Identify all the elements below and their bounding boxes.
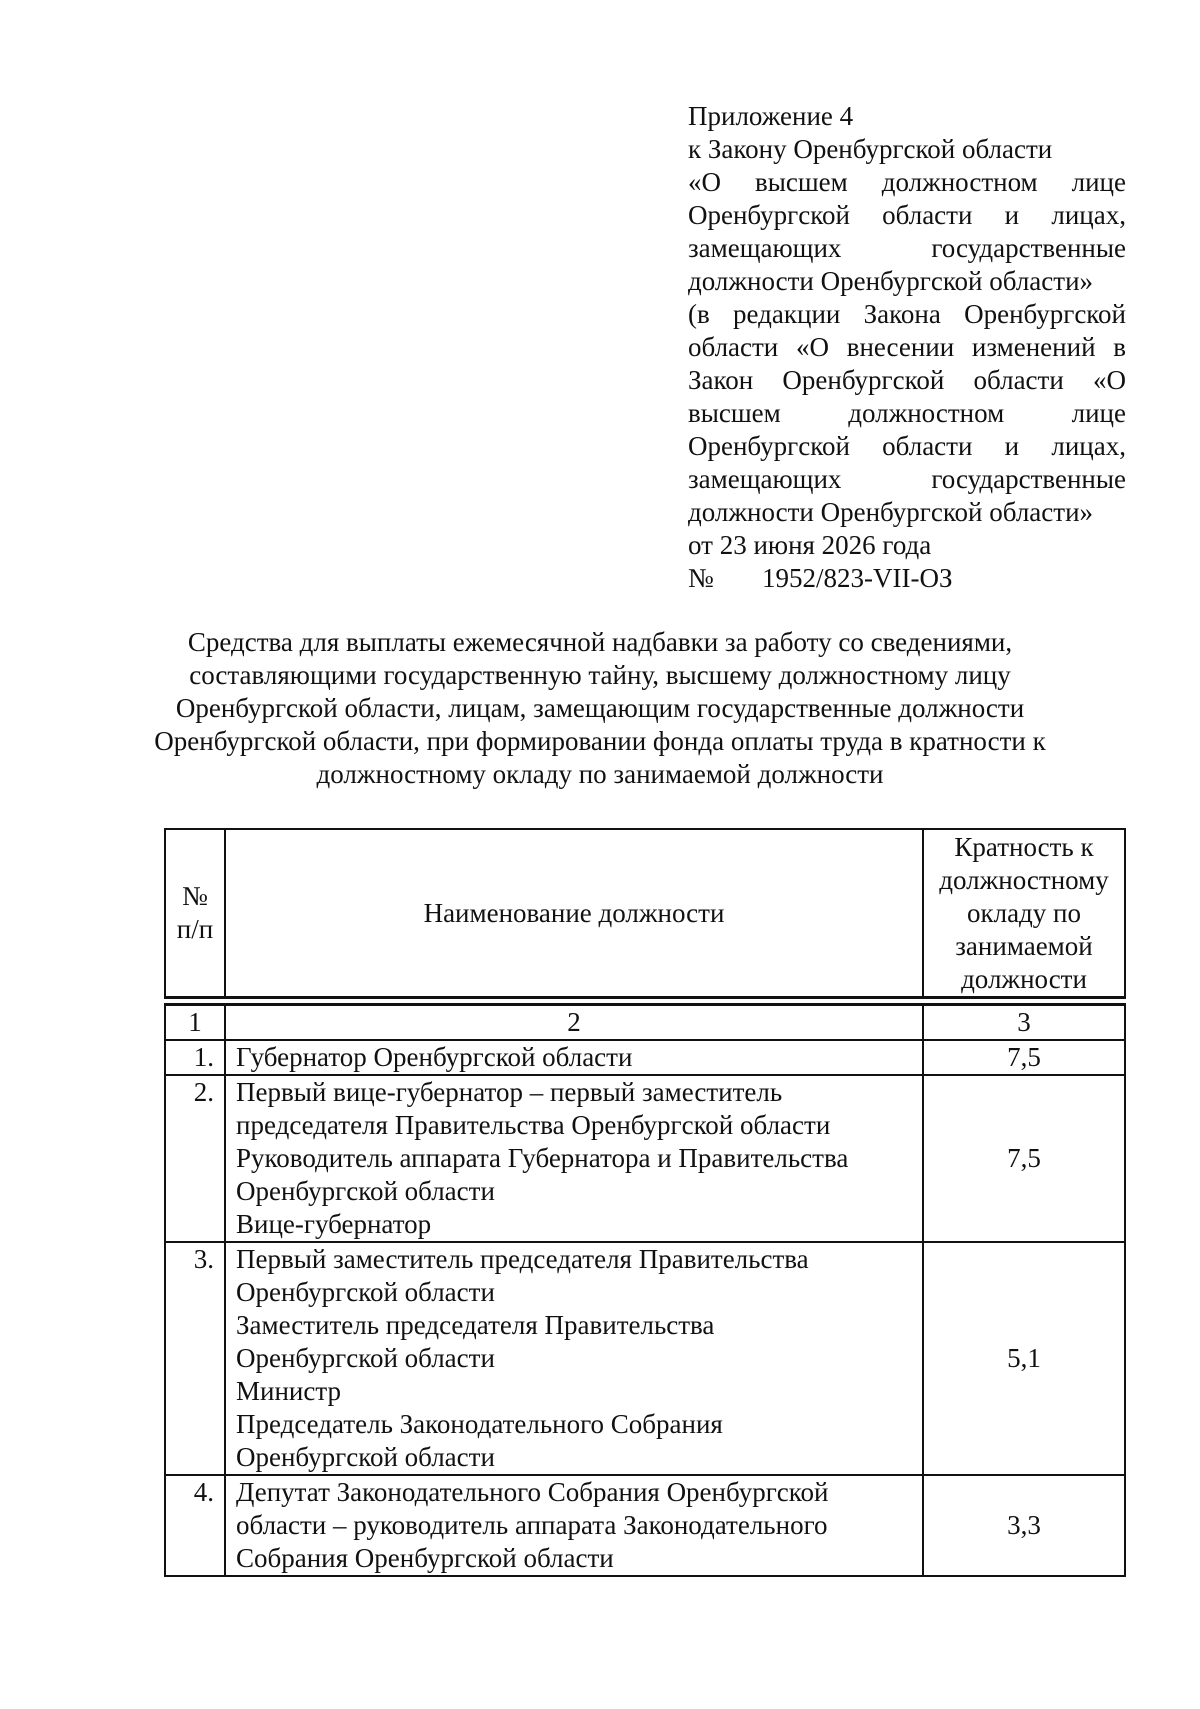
- position-line: Депутат Законодательного Собрания Оренбургской: [236, 1477, 829, 1507]
- appendix-number-line: [688, 562, 1126, 595]
- position-line: области – руководитель аппарата Законодательного: [236, 1510, 828, 1540]
- position-line: Председатель Законодательного Собрания: [236, 1409, 723, 1439]
- row-coefficient: 3,3: [923, 1475, 1125, 1576]
- row-number: 3.: [165, 1242, 225, 1475]
- appendix-line: замещающих государственные: [688, 233, 1126, 263]
- appendix-line: Оренбургской области и лицах,: [688, 431, 1126, 461]
- header-number-line: п/п: [176, 914, 214, 944]
- row-coefficient: 5,1: [923, 1242, 1125, 1475]
- position-line: Оренбургской области: [236, 1343, 495, 1373]
- position-line: Собрания Оренбургской области: [236, 1543, 614, 1573]
- header-coefficient-line: окладу по: [966, 897, 1081, 928]
- appendix-line: (в редакции Закона Оренбургской: [688, 299, 1126, 329]
- document-title: [140, 626, 1060, 791]
- header-number: [165, 829, 225, 998]
- header-coefficient-line: Кратность к: [954, 831, 1094, 862]
- appendix-line: высшем должностном лице: [688, 398, 1126, 428]
- position-line: Вице-губернатор: [236, 1209, 432, 1239]
- header-coefficient-line: должностному: [939, 864, 1109, 895]
- number-sign: №: [688, 563, 714, 593]
- row-position-name: [225, 1040, 923, 1075]
- spacer-cell: [225, 998, 923, 1005]
- appendix-line: Закон Оренбургской области «О: [688, 365, 1126, 395]
- position-line: председателя Правительства Оренбургской области: [236, 1110, 831, 1140]
- header-position-name: Наименование должности: [225, 829, 923, 998]
- position-line: Оренбургской области: [236, 1277, 495, 1307]
- table-row: [165, 1075, 1125, 1242]
- position-line: Губернатор Оренбургской области: [236, 1042, 633, 1072]
- row-number: 1.: [165, 1040, 225, 1075]
- title-line: Оренбургской области, при формировании фонда оплаты труда в кратности к: [154, 726, 1046, 756]
- spacer-cell: [165, 998, 225, 1005]
- table-row: [165, 1242, 1125, 1475]
- row-coefficient: 7,5: [923, 1040, 1125, 1075]
- index-cell: 3: [923, 1005, 1125, 1041]
- row-coefficient: 7,5: [923, 1075, 1125, 1242]
- appendix-header: [688, 100, 1126, 595]
- index-cell: 2: [225, 1005, 923, 1041]
- position-line: Первый заместитель председателя Правительства: [236, 1244, 809, 1274]
- table-spacer-row: [165, 998, 1125, 1005]
- header-number-line: №: [182, 881, 208, 911]
- row-position-name: [225, 1242, 923, 1475]
- appendix-line: должности Оренбургской области»: [688, 266, 1094, 296]
- position-line: Оренбургской области: [236, 1176, 495, 1206]
- law-number: 1952/823-VII-ОЗ: [762, 563, 953, 593]
- row-number: 4.: [165, 1475, 225, 1576]
- table-index-row: [165, 1005, 1125, 1041]
- row-position-name: [225, 1475, 923, 1576]
- title-line: Средства для выплаты ежемесячной надбавки за работу со сведениями,: [187, 627, 1013, 657]
- position-line: Первый вице-губернатор – первый заместитель: [236, 1077, 783, 1107]
- table-row: [165, 1475, 1125, 1576]
- row-number: 2.: [165, 1075, 225, 1242]
- position-line: Оренбургской области: [236, 1442, 495, 1472]
- appendix-line: Оренбургской области и лицах,: [688, 200, 1126, 230]
- positions-table-wrapper: [164, 828, 1124, 1577]
- appendix-line: замещающих государственные: [688, 464, 1126, 494]
- position-line: Руководитель аппарата Губернатора и Правительства: [236, 1143, 849, 1173]
- table-header-row: [165, 829, 1125, 998]
- table-row: [165, 1040, 1125, 1075]
- appendix-line: области «О внесении изменений в: [688, 332, 1126, 362]
- appendix-line: «О высшем должностном лице: [688, 167, 1126, 197]
- appendix-date: от 23 июня 2026 года: [688, 530, 932, 560]
- appendix-line: Приложение 4: [688, 101, 854, 131]
- position-line: Заместитель председателя Правительства: [236, 1310, 715, 1340]
- appendix-line: должности Оренбургской области»: [688, 497, 1094, 527]
- header-coefficient: [923, 829, 1125, 998]
- header-coefficient-line: должности: [961, 963, 1087, 994]
- title-line: должностному окладу по занимаемой должности: [316, 759, 884, 789]
- position-line: Министр: [236, 1376, 341, 1406]
- title-line: составляющими государственную тайну, высшему должностному лицу: [189, 660, 1011, 690]
- positions-table: [164, 828, 1126, 1577]
- title-line: Оренбургской области, лицам, замещающим государственные должности: [175, 693, 1025, 723]
- row-position-name: [225, 1075, 923, 1242]
- header-coefficient-line: занимаемой: [955, 930, 1093, 961]
- appendix-line: к Закону Оренбургской области: [688, 134, 1053, 164]
- spacer-cell: [923, 998, 1125, 1005]
- index-cell: 1: [165, 1005, 225, 1041]
